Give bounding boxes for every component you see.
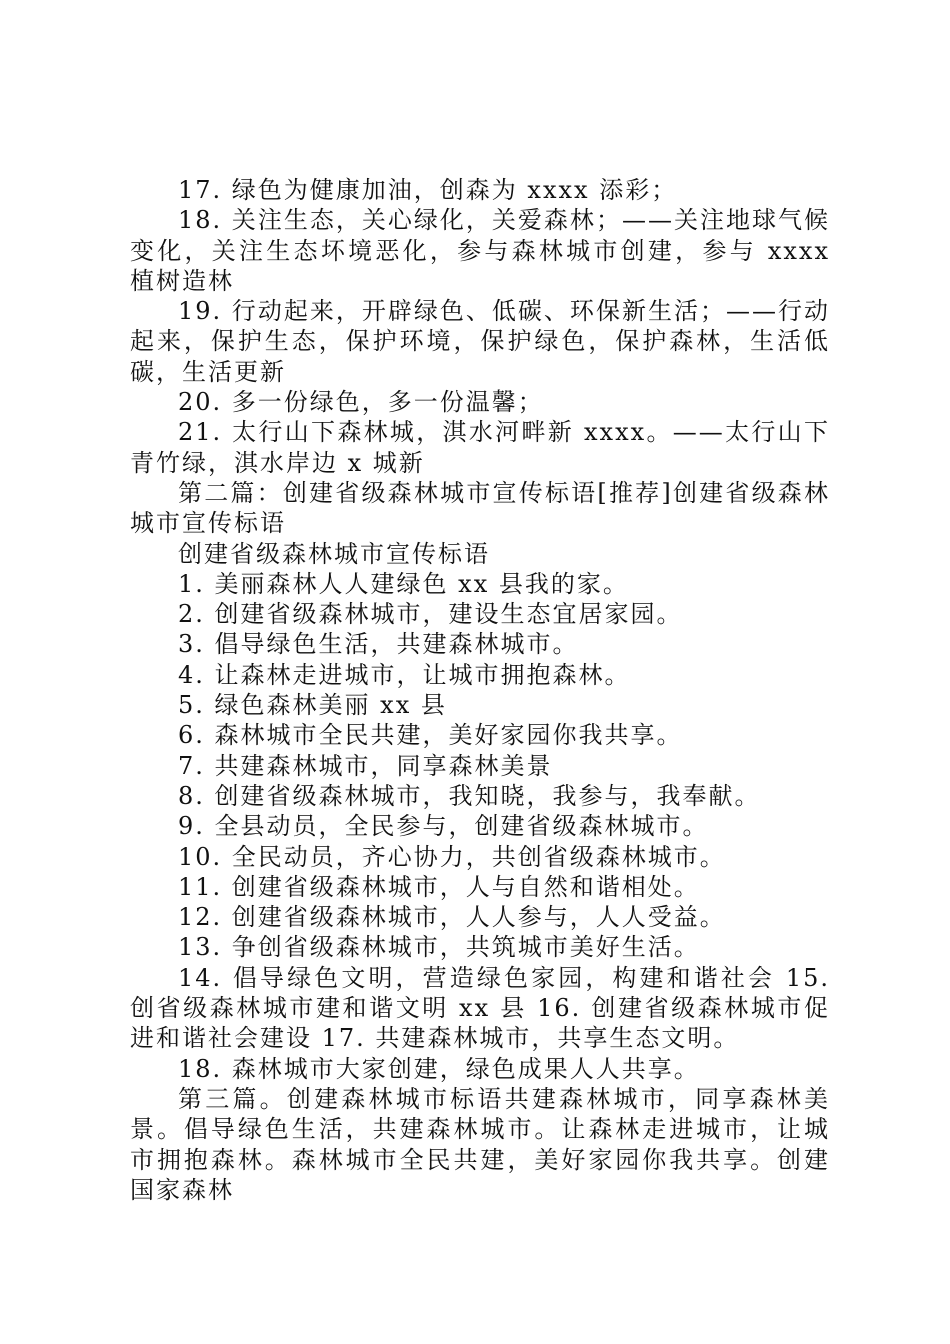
slogan-item: 6. 森林城市全民共建，美好家园你我共享。 — [178, 721, 683, 750]
slogan-item: 18. 森林城市大家创建，绿色成果人人共享。 — [178, 1054, 700, 1083]
paragraph-20: 20. 多一份绿色，多一份温馨； — [178, 388, 544, 417]
slogan-item: 4. 让森林走进城市，让城市拥抱森林。 — [178, 660, 631, 689]
paragraph-18: 18. 关注生态，关心绿化，关爱森林；——关注地球气候变化，关注生态坏境恶化，参与森林城市创建，参与 xxxx 植树造林 — [130, 206, 830, 295]
slogan-item: 7. 共建森林城市，同享森林美景 — [178, 751, 553, 780]
slogan-item: 1. 美丽森林人人建绿色 xx 县我的家。 — [178, 569, 629, 598]
section-subtitle: 创建省级森林城市宣传标语 — [178, 539, 490, 568]
slogan-item: 5. 绿色森林美丽 xx 县 — [178, 691, 447, 720]
section-heading-3: 第三篇。创建森林城市标语共建森林城市，同享森林美景。倡导绿色生活，共建森林城市。让森林走进城市，让城市拥抱森林。森林城市全民共建，美好家园你我共享。创建国家森林 — [130, 1084, 830, 1204]
slogan-item: 11. 创建省级森林城市，人与自然和谐相处。 — [178, 872, 700, 901]
slogan-item: 13. 争创省级森林城市，共筑城市美好生活。 — [178, 933, 700, 962]
paragraph-17: 17. 绿色为健康加油，创森为 xxxx 添彩； — [178, 176, 678, 204]
slogan-item: 10. 全民动员，齐心协力，共创省级森林城市。 — [178, 842, 726, 871]
slogan-item: 9. 全县动员，全民参与，创建省级森林城市。 — [178, 812, 709, 841]
paragraph-19: 19. 行动起来，开辟绿色、低碳、环保新生活；——行动起来，保护生态，保护环境，保护绿色，保护森林，生活低碳，生活更新 — [130, 297, 830, 386]
slogan-item: 2. 创建省级森林城市，建设生态宜居家园。 — [178, 600, 683, 629]
paragraph-21: 21. 太行山下森林城，淇水河畔新 xxxx。——太行山下青竹绿，淇水岸边 x 城新 — [130, 418, 830, 477]
document-body — [130, 175, 830, 1205]
slogan-item: 14. 倡导绿色文明，营造绿色家园，构建和谐社会 15. 创省级森林城市建和谐文明 xx 县 16. 创建省级森林城市促进和谐社会建设 17. 共建森林城市，共享生态文明。 — [130, 963, 830, 1053]
slogan-item: 12. 创建省级森林城市，人人参与，人人受益。 — [178, 903, 726, 932]
section-heading-2: 第二篇：创建省级森林城市宣传标语[推荐]创建省级森林城市宣传标语 — [130, 478, 830, 538]
slogan-item: 3. 倡导绿色生活，共建森林城市。 — [178, 630, 579, 659]
slogan-item: 8. 创建省级森林城市，我知晓，我参与，我奉献。 — [178, 781, 761, 810]
